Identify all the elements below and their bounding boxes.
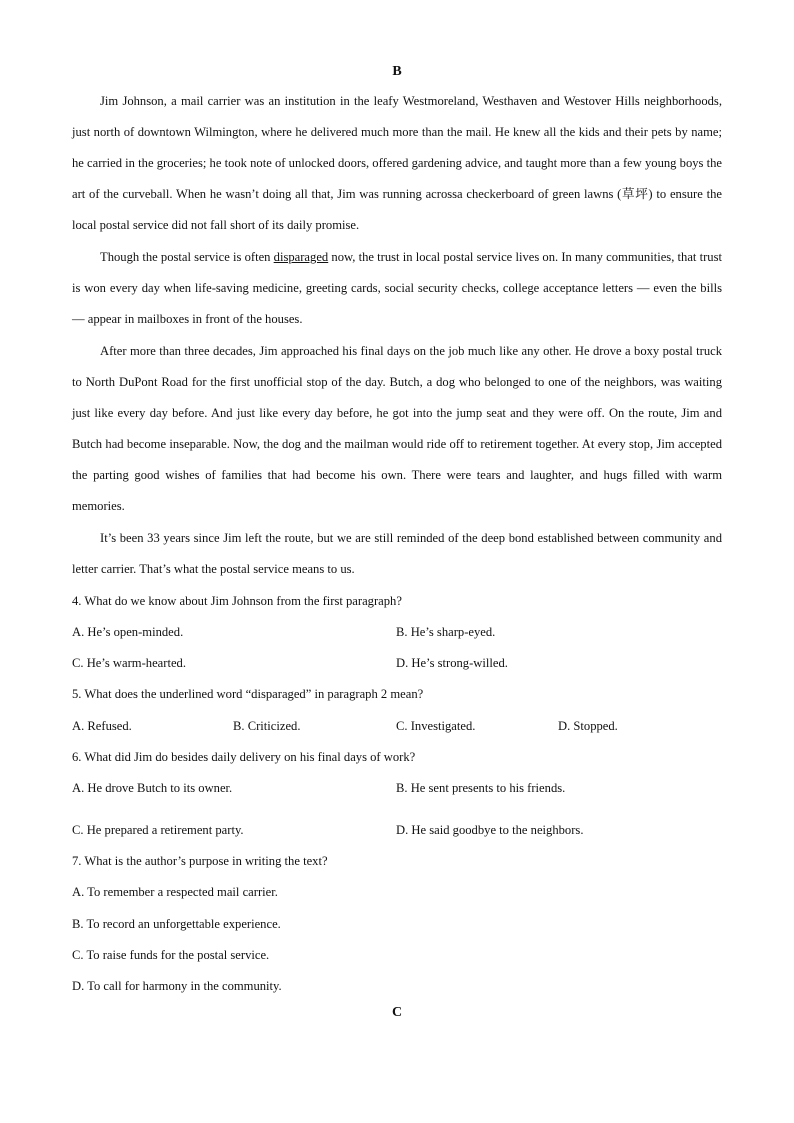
question-7-option-d: D. To call for harmony in the community. — [72, 979, 282, 993]
question-5-stem: 5. What does the underlined word “disparaged” in paragraph 2 mean? — [72, 687, 424, 701]
passage-paragraph-2 — [72, 242, 722, 335]
section-b-title: B — [392, 64, 402, 79]
question-5-option-d: D. Stopped. — [558, 719, 618, 733]
question-6-option-d: D. He said goodbye to the neighbors. — [396, 823, 584, 837]
question-6-stem: 6. What did Jim do besides daily delivery on his final days of work? — [72, 750, 416, 764]
question-4-option-d: D. He’s strong-willed. — [396, 656, 508, 670]
question-5-option-a: A. Refused. — [72, 719, 132, 733]
question-6-option-b: B. He sent presents to his friends. — [396, 781, 566, 795]
question-5-option-b: B. Criticized. — [233, 719, 301, 733]
question-4-option-a: A. He’s open-minded. — [72, 625, 184, 639]
passage-paragraph-1: Jim Johnson, a mail carrier was an institution in the leafy Westmoreland, Westhaven and Westover Hills neighborhoods, just north of downtown Wilmington, where he delivered much more than the mail. He knew all the kids and their pets by name; he carried in the groceries; he took note of unlocked doors, offered gardening advice, and taught more than a few young boys the art of the curveball. When he wasn’t doing all that, Jim was running acrossa checkerboard of green lawns (草坪) to ensure the local postal service did not fall short of its daily promise. — [72, 94, 722, 232]
question-7-option-a: A. To remember a respected mail carrier. — [72, 885, 278, 899]
paragraph-2-end: now, the trust in local postal service lives on. In many communities, that trust is won every day when life-saving medicine, greeting cards, social security checks, college acceptance letters — even the bills — appear in mailboxes in front of the houses. — [72, 250, 722, 326]
question-6-option-c: C. He prepared a retirement party. — [72, 823, 244, 837]
question-4-option-b: B. He’s sharp-eyed. — [396, 625, 496, 639]
underlined-word: disparaged — [273, 250, 329, 264]
question-5-option-c: C. Investigated. — [396, 719, 476, 733]
question-7-option-b: B. To record an unforgettable experience. — [72, 917, 281, 931]
passage-paragraph-4: It’s been 33 years since Jim left the route, but we are still reminded of the deep bond established between community and letter carrier. That’s what the postal service means to us. — [72, 531, 722, 576]
question-4-option-c: C. He’s warm-hearted. — [72, 656, 187, 670]
section-c-title: C — [391, 1005, 403, 1020]
paragraph-2-start: Though the postal service is often — [100, 250, 274, 264]
question-4-stem: 4. What do we know about Jim Johnson from the first paragraph? — [72, 594, 402, 608]
question-6-option-a: A. He drove Butch to its owner. — [72, 781, 233, 795]
passage-paragraph-3: After more than three decades, Jim approached his final days on the job much like any other. He drove a boxy postal truck to North DuPont Road for the first unofficial stop of the day. Butch, a dog who belonged to one of the neighbors, was waiting just like every day before. And just like every day before, he got into the jump seat and they were off. On the route, Jim and Butch had become inseparable. Now, the dog and the mailman would ride off to retirement together. At every stop, Jim accepted the parting good wishes of families that had become his own. There were tears and laughter, and hugs filled with warm memories. — [72, 344, 722, 513]
question-7-stem: 7. What is the author’s purpose in writing the text? — [72, 854, 328, 868]
question-7-option-c: C. To raise funds for the postal service. — [72, 948, 270, 962]
